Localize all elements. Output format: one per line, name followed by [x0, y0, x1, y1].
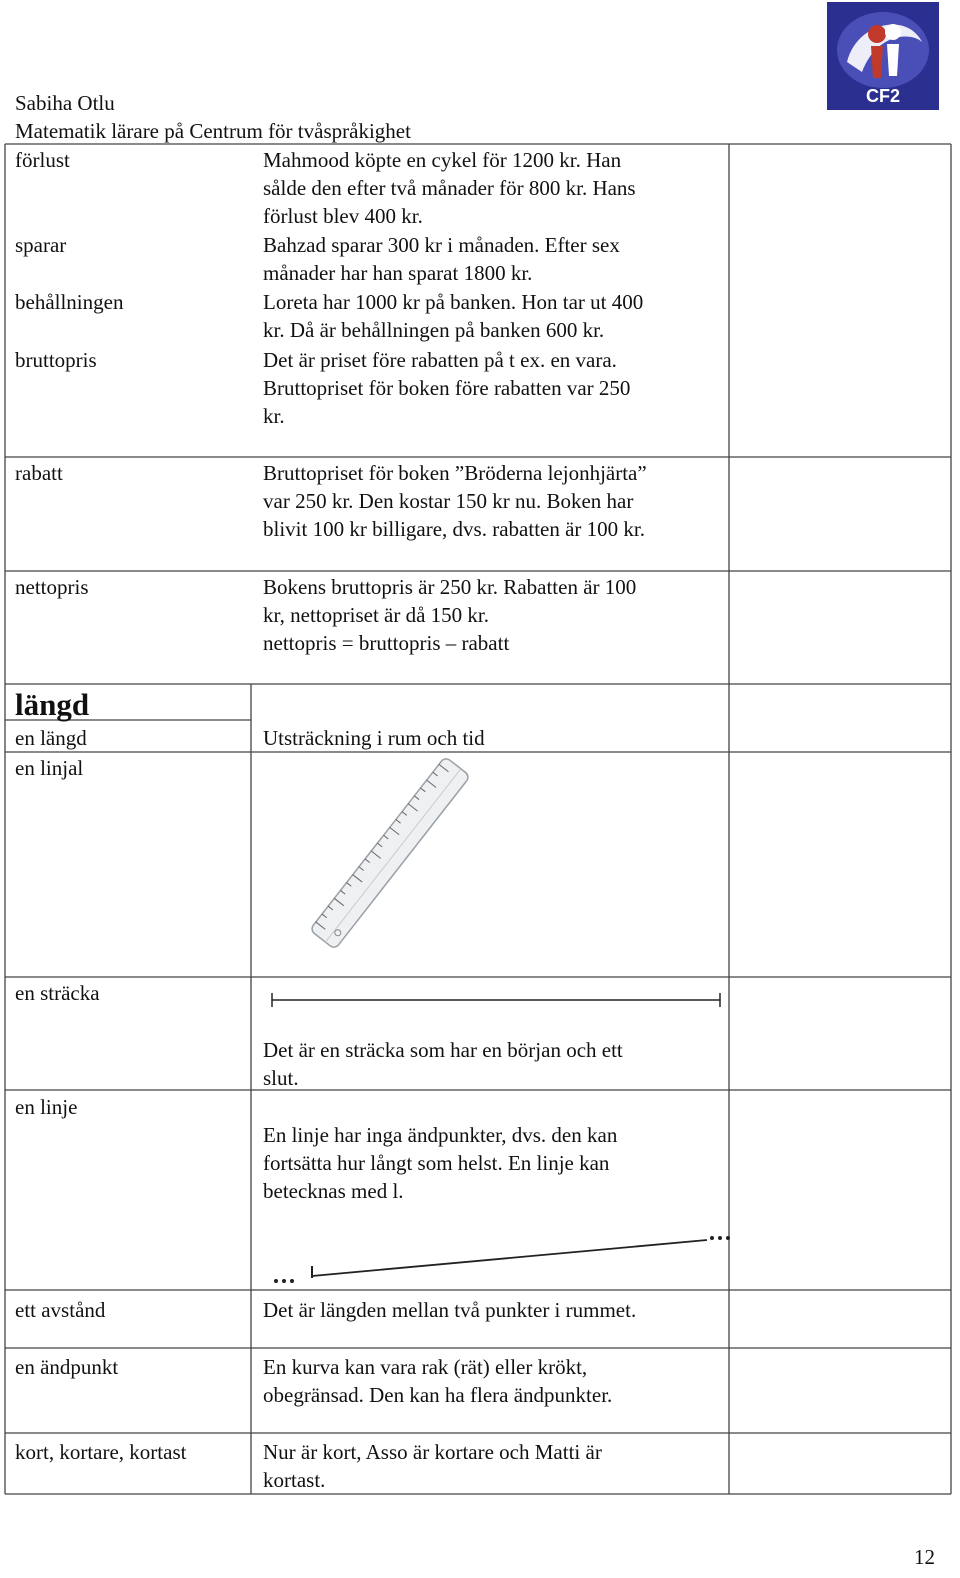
definition-en-langd: Utsträckning i rum och tid — [263, 726, 485, 750]
term-sparar: sparar — [15, 233, 67, 257]
term-en-langd: en längd — [15, 726, 87, 750]
term-ett-avstand: ett avstånd — [15, 1298, 106, 1322]
term-behallningen: behållningen — [15, 290, 124, 314]
definition-nettopris: Bokens bruttopris är 250 kr. Rabatten är 100 kr, nettopriset är då 150 kr. nettopris = bruttopris – rabatt — [263, 575, 637, 655]
term-kort: kort, kortare, kortast — [15, 1440, 187, 1464]
definition-behallningen: Loreta har 1000 kr på banken. Hon tar ut 400 kr. Då är behållningen på banken 600 kr. — [263, 290, 644, 342]
definition-sparar: Bahzad sparar 300 kr i månaden. Efter sex månader har han sparat 1800 kr. — [263, 233, 620, 285]
page-number: 12 — [914, 1545, 935, 1569]
author-name: Sabiha Otlu — [15, 91, 115, 115]
definition-ett-avstand: Det är längden mellan två punkter i rummet. — [263, 1298, 637, 1322]
definition-en-andpunkt: En kurva kan vara rak (rät) eller krökt, obegränsad. Den kan ha flera ändpunkter. — [263, 1355, 613, 1407]
section-heading: längd — [15, 687, 90, 722]
definition-rabatt: Bruttopriset för boken ”Bröderna lejonhjärta” var 250 kr. Den kostar 150 kr nu. Boken har blivit 100 kr billigare, dvs. rabatten är 100 kr. — [263, 461, 647, 541]
definition-en-stracka: Det är en sträcka som har en början och ett slut. — [263, 1038, 623, 1090]
author-affiliation: Matematik lärare på Centrum för tvåspråkighet — [15, 119, 411, 143]
definition-en-linje: En linje har inga ändpunkter, dvs. den kan fortsätta hur långt som helst. En linje kan betecknas med l. — [263, 1123, 618, 1203]
definition-bruttopris: Det är priset före rabatten på t ex. en vara. Bruttopriset för boken före rabatten var 250 kr. — [263, 348, 631, 428]
logo-text: CF2 — [865, 86, 901, 106]
term-forlust: förlust — [15, 148, 70, 172]
term-en-andpunkt: en ändpunkt — [15, 1355, 119, 1379]
ruler-illustration — [290, 758, 490, 948]
term-en-stracka: en sträcka — [15, 981, 100, 1005]
term-bruttopris: bruttopris — [15, 348, 97, 372]
term-en-linje: en linje — [15, 1095, 78, 1119]
term-nettopris: nettopris — [15, 575, 89, 599]
definition-forlust: Mahmood köpte en cykel för 1200 kr. Han sålde den efter två månader för 800 kr. Hans förlust blev 400 kr. — [263, 148, 636, 228]
line-illustration — [262, 1228, 737, 1288]
definition-kort: Nur är kort, Asso är kortare och Matti är kortast. — [263, 1440, 602, 1492]
term-en-linjal: en linjal — [15, 756, 84, 780]
term-rabatt: rabatt — [15, 461, 63, 485]
line-segment-illustration — [262, 988, 732, 1018]
